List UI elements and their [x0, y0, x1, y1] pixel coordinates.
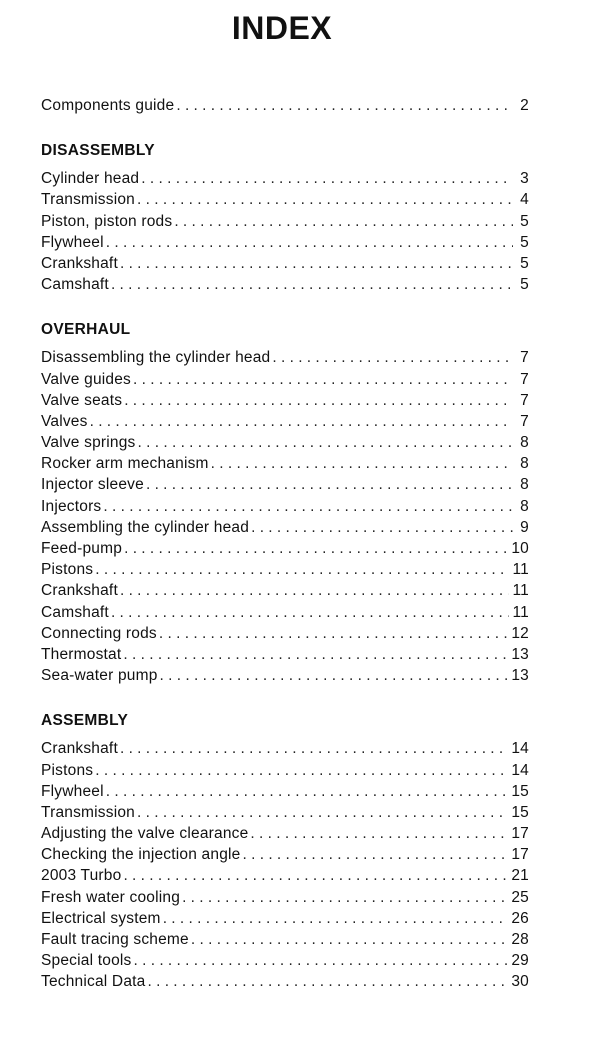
toc-entry [41, 931, 529, 952]
toc-entry-label: Crankshaft [41, 740, 118, 758]
toc-entry-page-number: 11 [512, 603, 529, 621]
toc-section [41, 710, 529, 994]
dot-leader [123, 646, 507, 664]
toc-entry-page-number: 7 [520, 412, 529, 430]
toc-entry-label: Components guide [41, 97, 175, 114]
toc-entry-page-number: 28 [511, 931, 529, 948]
dot-leader [106, 234, 513, 252]
toc-entry-page-number: 4 [520, 191, 529, 209]
dot-leader [124, 392, 513, 410]
toc-entry-page-number: 15 [511, 803, 529, 821]
toc-entry [41, 349, 529, 370]
toc-entry-label: Assembling the cylinder head [41, 518, 250, 536]
toc-entry-label: Valve guides [41, 370, 132, 388]
dot-leader [124, 540, 507, 558]
toc-entry-label: Transmission [41, 191, 135, 209]
toc-entry [41, 889, 529, 910]
toc-entry [41, 740, 529, 761]
toc-entry-label: Crankshaft [41, 582, 118, 600]
toc-entry [41, 170, 529, 191]
page-title: INDEX [231, 10, 333, 46]
toc-entry-label: Injector sleeve [41, 476, 144, 494]
toc-entry-page-number: 13 [511, 645, 529, 663]
section-heading: DISASSEMBLY [41, 142, 155, 160]
dot-leader [111, 276, 513, 294]
toc-entry-label: Sea-water pump [41, 667, 158, 685]
dot-leader [250, 825, 507, 843]
dot-leader [141, 170, 513, 188]
toc-entry [41, 213, 529, 234]
toc-entry-label: Transmission [41, 803, 135, 821]
toc-entry-label: Camshaft [41, 276, 109, 294]
toc-entry [41, 540, 529, 561]
toc-entry-page-number: 5 [520, 233, 529, 251]
toc-entry-label: Special tools [41, 952, 132, 970]
toc-entry-label: Thermostat [41, 645, 122, 663]
toc-entry [41, 762, 529, 783]
toc-entry [41, 455, 529, 476]
toc-entry-label: Crankshaft [41, 254, 118, 272]
toc-entry-page-number: 5 [520, 276, 529, 294]
toc-entry [41, 234, 529, 255]
toc-entry [41, 276, 529, 297]
toc-entry [41, 413, 529, 434]
toc-entry-label: Fault tracing scheme [41, 931, 189, 948]
toc-entry-label: Disassembling the cylinder head [41, 349, 271, 367]
toc-entry [41, 434, 529, 455]
toc-entry [41, 519, 529, 540]
dot-leader [138, 434, 514, 452]
dot-leader [176, 97, 513, 115]
toc-entry-page-number: 8 [520, 497, 529, 515]
toc-entry-page-number: 14 [511, 740, 529, 758]
toc-entry-label: Feed-pump [41, 540, 123, 557]
toc-entry-label: Rocker arm mechanism [41, 455, 209, 473]
toc-entry-page-number: 30 [511, 973, 529, 991]
dot-leader [120, 740, 507, 758]
dot-leader [133, 371, 513, 389]
dot-leader [251, 519, 513, 537]
dot-leader [106, 783, 508, 801]
toc-entry [41, 498, 529, 519]
dot-leader [95, 561, 508, 579]
toc-entry-page-number: 3 [520, 170, 529, 188]
toc-entry-page-number: 17 [511, 846, 529, 864]
toc-entry-page-number: 12 [511, 624, 529, 642]
toc-entry-label: Valve springs [41, 434, 136, 452]
toc-entry [41, 783, 529, 804]
dot-leader [120, 582, 509, 600]
toc-entry-page-number: 14 [511, 761, 529, 779]
toc-entry [41, 582, 529, 603]
toc-entry-page-number: 8 [520, 455, 529, 473]
toc-entry-page-number: 5 [520, 212, 529, 230]
dot-leader [111, 604, 509, 622]
toc-entry-page-number: 17 [511, 825, 529, 843]
toc-entry-label: Technical Data [41, 973, 146, 991]
toc-entry-label: Fresh water cooling [41, 888, 181, 906]
dot-leader [211, 455, 513, 473]
table-of-contents [41, 97, 529, 995]
toc-entry-page-number: 7 [520, 370, 529, 388]
dot-leader [147, 973, 507, 991]
toc-entry-label: Flywheel [41, 233, 104, 251]
toc-entry-page-number: 11 [512, 561, 529, 579]
toc-entry-page-number: 29 [511, 952, 529, 970]
toc-entry-page-number: 8 [520, 476, 529, 494]
toc-section [41, 140, 529, 297]
toc-entry [41, 667, 529, 688]
toc-entry-label: Valves [41, 412, 88, 430]
dot-leader [174, 213, 513, 231]
toc-entry-page-number: 7 [520, 391, 529, 409]
toc-entry-label: 2003 Turbo [41, 867, 122, 885]
dot-leader [191, 931, 507, 949]
dot-leader [160, 667, 508, 685]
toc-entry-label: Electrical system [41, 909, 161, 927]
toc-entry-page-number: 21 [511, 867, 529, 885]
toc-entry-page-number: 10 [511, 540, 529, 557]
toc-entry [41, 952, 529, 973]
toc-entry-label: Pistons [41, 561, 94, 579]
toc-entry-label: Checking the injection angle [41, 846, 241, 864]
dot-leader [182, 889, 507, 907]
dot-leader [272, 349, 513, 367]
toc-entry-label: Connecting rods [41, 624, 157, 642]
toc-entry [41, 846, 529, 867]
toc-entry-label: Piston, piston rods [41, 212, 173, 230]
dot-leader [159, 625, 507, 643]
dot-leader [146, 476, 513, 494]
toc-entry [41, 910, 529, 931]
toc-entry [41, 973, 529, 994]
toc-entry [41, 371, 529, 392]
dot-leader [163, 910, 508, 928]
toc-entry-page-number: 11 [512, 582, 529, 600]
toc-entry [41, 392, 529, 413]
dot-leader [95, 762, 507, 780]
toc-entry-label: Valve seats [41, 391, 123, 409]
toc-entry-page-number: 9 [520, 518, 529, 536]
toc-entry-label: Cylinder head [41, 170, 140, 188]
dot-leader [133, 952, 507, 970]
toc-entry [41, 825, 529, 846]
toc-entry-label: Injectors [41, 497, 102, 515]
toc-entry-page-number: 13 [511, 667, 529, 685]
toc-entry-page-number: 25 [511, 888, 529, 906]
toc-entry-label: Camshaft [41, 603, 109, 621]
toc-section [41, 319, 529, 688]
toc-entry-page-number: 15 [511, 782, 529, 800]
toc-entry [41, 625, 529, 646]
toc-entry [41, 476, 529, 497]
toc-entry [41, 97, 529, 118]
dot-leader [137, 804, 507, 822]
toc-entry [41, 867, 529, 888]
toc-entry-page-number: 5 [520, 254, 529, 272]
dot-leader [123, 867, 507, 885]
dot-leader [103, 498, 513, 516]
toc-entry [41, 561, 529, 582]
toc-entry-page-number: 2 [520, 97, 529, 114]
section-heading: OVERHAUL [41, 321, 131, 339]
toc-entry-page-number: 8 [520, 434, 529, 452]
toc-entry-page-number: 7 [520, 349, 529, 367]
toc-entry [41, 604, 529, 625]
toc-entry-label: Pistons [41, 761, 94, 779]
dot-leader [137, 191, 513, 209]
dot-leader [242, 846, 507, 864]
toc-entry-label: Flywheel [41, 782, 104, 800]
toc-entry [41, 804, 529, 825]
section-heading: ASSEMBLY [41, 712, 129, 730]
dot-leader [120, 255, 513, 273]
dot-leader [90, 413, 513, 431]
toc-entry-page-number: 26 [511, 909, 529, 927]
toc-entry [41, 646, 529, 667]
toc-entry [41, 191, 529, 212]
toc-entry [41, 255, 529, 276]
toc-entry-label: Adjusting the valve clearance [41, 825, 249, 843]
